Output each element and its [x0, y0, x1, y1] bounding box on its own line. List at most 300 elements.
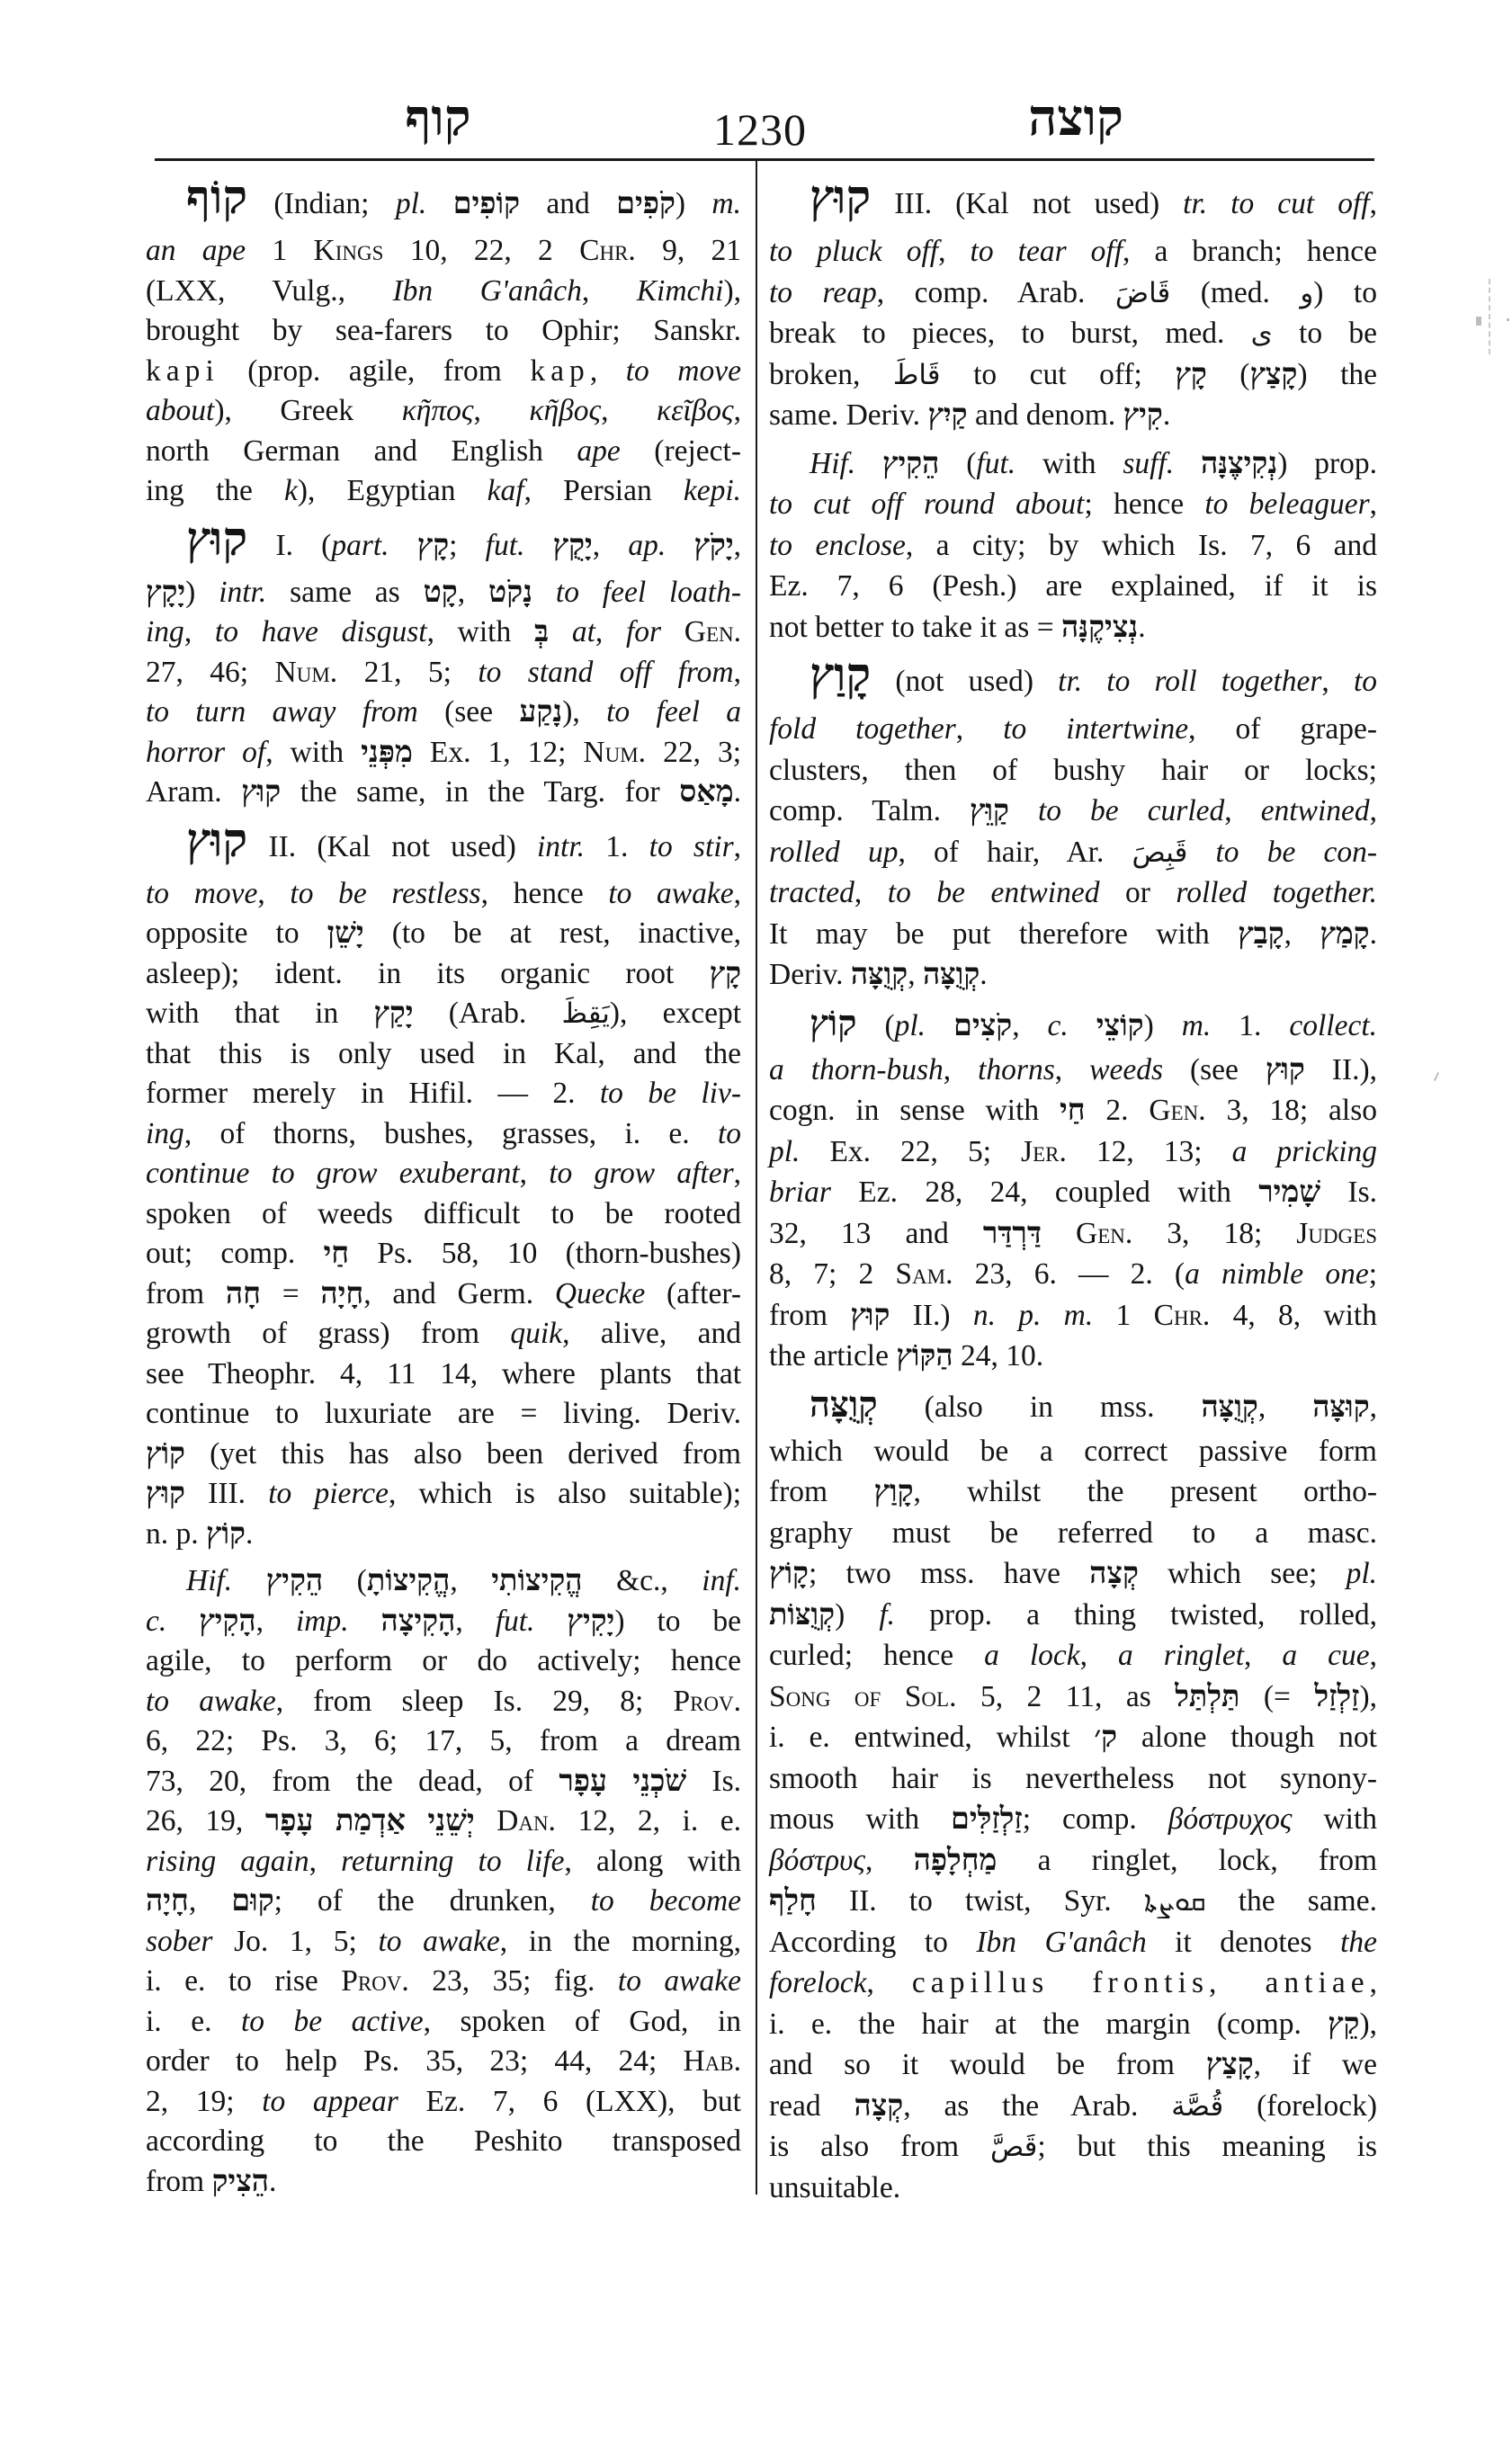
hebrew-word: קוּץ — [146, 1477, 185, 1510]
text-line: clusters, then of bushy hair or locks; — [769, 753, 1377, 787]
text-line: comp. Talm. קַוֵּץ to be curled, entwined, — [769, 794, 1378, 827]
italic-text: to enclose — [769, 528, 906, 562]
text-line: n. p. קוֹץ. — [146, 1516, 254, 1551]
text-line: rising again, returning to life, along with — [146, 1844, 742, 1878]
italic-text: Quecke — [554, 1276, 646, 1310]
hebrew-word: קָצַץ — [1249, 357, 1298, 391]
text-line: horror of, with מִפְּנֵי Ex. 1, 12; Num. 22, 3; — [146, 735, 741, 769]
text-line: It may be put therefore with קָבַץ, קָמַץ. — [769, 917, 1377, 951]
italic-text: returning to life — [341, 1844, 565, 1878]
letterspaced-text: kap — [530, 353, 590, 388]
small-caps-reference: Hab. — [683, 2044, 741, 2078]
italic-text: to move — [146, 876, 258, 910]
text-line: curled; hence a lock, a ringlet, a cue, — [769, 1639, 1378, 1672]
text-line: same. Deriv. קַיִץ and denom. קִיץ. — [769, 398, 1171, 432]
text-line: spoken of weeds difficult to be rooted — [146, 1196, 741, 1230]
hebrew-word: הַקּוֹץ — [896, 1339, 953, 1373]
text-line: ing the k), Egyptian kaf, Persian kepi. — [146, 474, 741, 507]
left-guide-word-text: קוף — [405, 91, 471, 147]
italic-text: rolled up — [769, 835, 899, 869]
text-line: to enclose, a city; by which Is. 7, 6 and — [769, 528, 1377, 562]
text-line: According to Ibn G'anâch it denotes the — [769, 1925, 1377, 1959]
hebrew-word: קָמַץ — [1320, 917, 1370, 951]
left-column — [146, 173, 742, 2202]
headword: קוּץ — [810, 173, 872, 224]
hebrew-word: קוּץ — [241, 775, 282, 809]
paragraph-hifil-quts-ii — [146, 1561, 741, 2202]
hebrew-word: מִפְּנֵי — [361, 735, 413, 769]
italic-text: to move — [625, 353, 741, 388]
header-rule — [155, 158, 1374, 161]
text-line: to move, to be restless, hence to awake, — [146, 876, 741, 910]
small-caps-reference: Prov. — [673, 1684, 742, 1718]
hebrew-word: קָבַץ — [1238, 917, 1284, 951]
italic-text: quik — [510, 1317, 563, 1350]
entry-qavats — [769, 650, 1378, 996]
entry-quts-i — [146, 514, 742, 813]
text-line: to cut off round about; hence to beleaguer, — [769, 487, 1378, 521]
hebrew-word: יָקַץ — [373, 997, 414, 1030]
arabic-word: قَاطَ — [892, 358, 941, 391]
text-line: βόστρυς, מַחְלָפָה a ringlet, lock, from — [769, 1843, 1377, 1877]
text-line: rolled up, of hair, Ar. قَبِصَ to be con- — [769, 835, 1378, 869]
hebrew-word: קוֹץ — [206, 1516, 246, 1551]
hebrew-word: מַחְלָפָה — [913, 1843, 998, 1877]
text-line: to awake, from sleep Is. 29, 8; Prov. — [146, 1684, 742, 1718]
hebrew-word: קוֹפִים — [452, 187, 521, 220]
small-caps-reference: Num. — [274, 655, 338, 689]
small-caps-reference: Jer. — [1021, 1134, 1067, 1168]
text-line: former merely in Hifil. — 2. to be liv- — [146, 1077, 741, 1110]
text-line: 8, 7; 2 Sam. 23, 6. — 2. (a nimble one; — [769, 1257, 1378, 1291]
text-line: growth of grass) from quik, alive, and — [146, 1317, 741, 1350]
text-line: that this is only used in Kal, and the — [146, 1036, 741, 1070]
small-caps-reference: Gen. — [1149, 1094, 1206, 1127]
entry-first-line-text: I. (part. קָץ; fut. יָקֻץ, ap. יָקֹץ, — [247, 528, 741, 562]
entry-first-line-text: (not used) tr. to roll together, to — [871, 665, 1377, 698]
paragraph-hifil-quts-iii — [769, 443, 1377, 648]
text-line: mous with זַלְזַלִּים; comp. βόστρυχος with — [769, 1802, 1378, 1836]
hebrew-word: מָאַס — [679, 775, 734, 809]
hebrew-word: ק׳ — [1094, 1721, 1118, 1754]
entry-first-line — [769, 1384, 1377, 1431]
entry-first-line-text: (pl. קֹצִים, c. קוֹצֵי) m. 1. collect. — [856, 1008, 1378, 1042]
italic-text: Kimchi — [636, 273, 724, 308]
italic-text: to — [1353, 665, 1377, 698]
text-line: which would be a correct passive form — [769, 1434, 1377, 1468]
italic-text: at — [571, 615, 595, 648]
arabic-word: قُصَّة — [1171, 2089, 1224, 2123]
hebrew-word: קָוֹץ — [769, 1557, 809, 1590]
text-line: c. הָקִיץ, imp. הָקִיצָה, fut. יָקִיץ) to be — [146, 1604, 742, 1638]
hebrew-word: יְשֵׁנֵי אַדְמַת עָפָר — [264, 1804, 475, 1838]
text-line: briar Ez. 28, 24, coupled with שָׁמִיר Is. — [769, 1176, 1377, 1209]
small-caps-reference: Sam. — [895, 1257, 953, 1291]
italic-text: a thorn-bush — [769, 1052, 944, 1086]
arabic-word: قَصَّ — [989, 2131, 1038, 2163]
right-column — [769, 173, 1378, 2208]
entry-quts-ii — [146, 815, 742, 1555]
italic-text: κῆπος — [401, 394, 474, 427]
text-line: forelock, capillus frontis, antiae, — [769, 1966, 1377, 1999]
hebrew-word: קוּם — [231, 1884, 274, 1918]
hebrew-word: קוּצָּה — [1312, 1390, 1370, 1424]
italic-text: to stand off from — [478, 655, 734, 689]
text-line: i. e. to rise Prov. 23, 35; fig. to awake — [146, 1964, 742, 1998]
italic-text: kepi. — [683, 474, 741, 507]
italic-text: to awake — [608, 876, 734, 910]
letterspaced-text: capillus frontis, antiae — [911, 1966, 1370, 1999]
italic-text: to have disgust — [214, 615, 427, 648]
text-line: i. e. entwined, whilst ק׳ alone though not — [769, 1721, 1377, 1754]
arabic-word: قَاضَ — [1114, 276, 1171, 309]
hebrew-word: קָט — [423, 575, 458, 609]
hebrew-word: יָקִיץ — [567, 1604, 615, 1638]
italic-text: fut. — [485, 528, 525, 562]
entry-first-line-text: III. (Kal not used) tr. to cut off, — [871, 187, 1377, 220]
entry-first-line-text: (Indian; pl. קוֹפִים and קֹפִים) m. — [247, 187, 741, 220]
italic-text: Hif. — [186, 1564, 233, 1597]
italic-text: tracted — [769, 876, 854, 909]
italic-text: to appear — [262, 2084, 398, 2118]
hebrew-word: חַי — [1059, 1094, 1086, 1127]
text-line: the article הַקּוֹץ 24, 10. — [769, 1339, 1044, 1373]
hebrew-word: קַוֵּץ — [969, 794, 1009, 827]
text-line: 27, 46; Num. 21, 5; to stand off from, — [146, 655, 741, 689]
italic-text: to become — [590, 1884, 742, 1918]
italic-text: to reap — [769, 275, 877, 309]
italic-text: a lock — [984, 1639, 1080, 1672]
italic-text: intr. — [536, 829, 586, 863]
headword: קָוַץ — [810, 650, 872, 702]
text-line: from חָה = חָיָה, and Germ. Quecke (after- — [146, 1276, 741, 1310]
text-line: pl. Ex. 22, 5; Jer. 12, 13; a pricking — [769, 1134, 1378, 1168]
arabic-word: و — [1300, 276, 1314, 309]
hebrew-word: נְצִיקֶנָּה — [1060, 610, 1139, 644]
text-line: 2, 19; to appear Ez. 7, 6 (LXX), but — [146, 2084, 741, 2118]
italic-text: pl. — [894, 1008, 926, 1042]
page-number: 1230 — [713, 104, 807, 155]
italic-text: to awake — [617, 1964, 742, 1998]
italic-text: for — [625, 615, 662, 648]
right-guide-word — [995, 91, 1157, 147]
italic-text: imp. — [295, 1604, 349, 1638]
hebrew-word: יָקֹץ — [693, 528, 734, 562]
text-line: an ape 1 Kings 10, 22, 2 Chr. 9, 21 — [146, 234, 742, 267]
hebrew-word: קְצָה — [854, 2088, 904, 2123]
hebrew-word: קֹצִים — [953, 1008, 1013, 1042]
italic-text: forelock — [769, 1966, 867, 1999]
hebrew-word: חָה — [225, 1276, 261, 1310]
text-line: 6, 22; Ps. 3, 6; 17, 5, from a dream — [146, 1724, 741, 1757]
italic-text: the — [1340, 1925, 1377, 1959]
italic-text: sober — [146, 1924, 213, 1958]
small-caps-reference: Chr. — [579, 234, 636, 267]
italic-text: to grow after — [549, 1157, 734, 1190]
scan-artifact — [1476, 317, 1481, 326]
italic-text: weeds — [1089, 1052, 1163, 1086]
italic-text: κῆβος — [529, 394, 602, 427]
italic-text: fold together — [769, 712, 956, 746]
italic-text: ing — [146, 1116, 184, 1150]
small-caps-reference: Dan. — [497, 1804, 556, 1838]
hebrew-word: קָץ — [416, 528, 450, 562]
hebrew-word: חָלַף — [769, 1884, 817, 1918]
italic-text: a nimble one — [1185, 1257, 1369, 1291]
text-line: Hif. הֵקִיץ (הֱקִיצוֹתָ, הֱקִיצוֹתִי &c., inf. — [186, 1564, 742, 1597]
hebrew-word: שָׁמִיר — [1258, 1176, 1321, 1209]
hebrew-word: יָשֵׁן — [327, 917, 364, 950]
letterspaced-text: kapi — [146, 353, 219, 388]
italic-text: Hif. — [810, 446, 856, 480]
text-line: north German and English ape (reject- — [146, 434, 741, 468]
italic-text: c. — [146, 1604, 167, 1638]
text-line: sober Jo. 1, 5; to awake, in the morning, — [146, 1924, 742, 1958]
text-line: Hif. הֵקִיץ (fut. with suff. נְקִיצֶנָּה) prop. — [810, 446, 1378, 480]
italic-text: to be curled — [1037, 794, 1225, 827]
hebrew-word: נָקֹט — [488, 575, 533, 609]
text-line: not better to take it as = נְצִיקֶנָּה. — [769, 610, 1146, 644]
italic-text: to pluck off — [769, 235, 939, 268]
text-line: tracted, to be entwined or rolled together. — [769, 876, 1378, 909]
hebrew-word: בְּ — [533, 615, 550, 648]
italic-text: tr. to cut off — [1183, 187, 1370, 220]
text-line: from קוּץ II.) n. p. m. 1 Chr. 4, 8, with — [769, 1298, 1377, 1332]
text-line: i. e. the hair at the margin (comp. קֵץ), — [769, 2007, 1377, 2041]
entry-first-line — [146, 514, 741, 573]
text-line: continue to luxuriate are = living. Deriv. — [146, 1397, 741, 1430]
italic-text: to feel a — [606, 695, 741, 729]
hebrew-word: זַלְזַל — [1314, 1679, 1360, 1713]
italic-text: rising again — [146, 1844, 309, 1878]
text-line: smooth hair is nevertheless not synony- — [769, 1761, 1377, 1795]
italic-text: ape — [577, 434, 621, 468]
hebrew-word: חָיָה — [146, 1884, 189, 1918]
italic-text: pl. — [1346, 1557, 1377, 1590]
hebrew-word: שֹׁכְנֵי עָפָר — [559, 1764, 687, 1798]
text-line: i. e. to be active, spoken of God, in — [146, 2004, 741, 2038]
text-line: continue to grow exuberant, to grow after, — [146, 1157, 742, 1190]
hebrew-word: קִיץ — [1123, 398, 1163, 432]
text-line: 32, 13 and דַּרְדַּר Gen. 3, 18; Judges — [769, 1216, 1377, 1250]
hebrew-word: הָקִיצָה — [380, 1604, 456, 1638]
column-divider — [756, 160, 757, 2195]
entry-first-line — [769, 1003, 1377, 1050]
text-line: cogn. in sense with חַי 2. Gen. 3, 18; also — [769, 1094, 1377, 1127]
text-line: out; comp. חַי Ps. 58, 10 (thorn-bushes) — [146, 1237, 741, 1270]
text-line: (LXX, Vulg., Ibn G'anâch, Kimchi), — [146, 273, 741, 308]
italic-text: thorns — [978, 1052, 1055, 1086]
text-line: to pluck off, to tear off, a branch; hence — [769, 235, 1378, 268]
scan-artifact — [1507, 318, 1509, 321]
text-line: see Theophr. 4, 11 14, where plants that — [146, 1356, 741, 1390]
hebrew-word: חָיָה — [320, 1276, 364, 1310]
italic-text: fut. — [495, 1604, 535, 1638]
italic-text: to stir — [649, 829, 734, 863]
scan-artifact — [1434, 1072, 1439, 1081]
text-line: ing, of thorns, bushes, grasses, i. e. to — [146, 1116, 741, 1150]
italic-text: to be restless — [290, 876, 481, 910]
hebrew-word: קוּץ — [1265, 1052, 1305, 1086]
small-caps-reference: Judges — [1296, 1216, 1377, 1250]
italic-text: rolled together. — [1176, 876, 1378, 909]
text-line: a thorn-bush, thorns, weeds (see קוּץ II.), — [769, 1052, 1378, 1086]
entry-quts-iii — [769, 173, 1378, 436]
hebrew-word: דַּרְדַּר — [982, 1216, 1042, 1250]
italic-text: inf. — [702, 1564, 742, 1597]
text-line: is also from قَصَّ; but this meaning is — [769, 2130, 1377, 2163]
text-line: קוֹץ (yet this has also been derived from — [146, 1436, 741, 1471]
text-line: Ez. 7, 6 (Pesh.) are explained, if it is — [769, 569, 1377, 603]
entry-first-line-text: II. (Kal not used) intr. 1. to stir, — [247, 829, 741, 863]
hebrew-word: יָקֻץ — [552, 528, 593, 562]
hebrew-word: קוֹצֵי — [1096, 1008, 1144, 1042]
arabic-word: ى — [1250, 317, 1273, 350]
text-line: opposite to יָשֵׁן (to be at rest, inactive, — [146, 917, 741, 950]
entry-first-line — [769, 650, 1377, 709]
hebrew-word: חַי — [323, 1237, 350, 1270]
small-caps-reference: Prov. — [341, 1964, 409, 1998]
italic-text: suff. — [1123, 446, 1175, 480]
entry-qoph — [146, 173, 742, 512]
italic-text: ing — [146, 615, 184, 648]
text-line: קָוֹץ; two mss. have קְצָה which see; pl. — [769, 1557, 1377, 1590]
small-caps-reference: Gen. — [1076, 1216, 1133, 1250]
text-line: Deriv. קְוֻצָּה, קְוֻצָּה. — [769, 958, 988, 991]
italic-text: Ibn G'anâch — [976, 1925, 1147, 1959]
hebrew-word: הֱקִיצוֹתִי — [491, 1564, 583, 1597]
text-line: חָיָה, קוּם; of the drunken, to become — [146, 1884, 742, 1918]
entry-first-line — [146, 173, 741, 231]
italic-text: to be entwined — [887, 876, 1100, 909]
text-line: from הֵצִיק. — [146, 2164, 277, 2198]
hebrew-word: תַּלְתַּל — [1175, 1679, 1240, 1713]
text-line: read קְצָה, as the Arab. قُصَّة (forelock) — [769, 2088, 1377, 2123]
hebrew-word: קַיִץ — [927, 398, 968, 432]
italic-text: to beleaguer — [1204, 487, 1370, 521]
hebrew-word: קָץ — [709, 956, 741, 990]
italic-text: intr. — [219, 575, 267, 609]
hebrew-word: הֵצִיק — [211, 2164, 270, 2198]
hebrew-word: קוֹץ — [146, 1436, 185, 1471]
text-line: broken, قَاطَ to cut off; קָץ (קָצַץ) the — [769, 357, 1377, 391]
text-line: 73, 20, from the dead, of שֹׁכְנֵי עָפָר Is. — [146, 1764, 741, 1798]
text-line: and so it would be from קָצַץ, if we — [769, 2048, 1377, 2081]
hebrew-word: קְוֻצּוֹת — [769, 1597, 836, 1632]
italic-text: to — [717, 1116, 741, 1150]
italic-text: part. — [331, 528, 389, 562]
headword: קוֹף — [186, 173, 248, 224]
italic-text: k — [284, 474, 298, 507]
headword: קְוֻצָּה — [810, 1383, 878, 1425]
hebrew-word: קָץ — [1175, 357, 1207, 391]
small-caps-reference: Chr. — [1153, 1298, 1211, 1332]
italic-text: briar — [769, 1176, 831, 1209]
small-caps-reference: Song of Sol. — [769, 1679, 957, 1713]
italic-text: m. — [711, 187, 741, 220]
hebrew-word: קֵץ — [1328, 2007, 1360, 2041]
text-line: חָלַף II. to twist, Syr. ܩܘܨܬܐ the same. — [769, 1884, 1377, 1918]
small-caps-reference: Num. — [583, 735, 647, 769]
italic-text: tr. to roll together — [1058, 665, 1322, 698]
hebrew-word: נָקַע — [519, 695, 563, 729]
hebrew-word: קְצָה — [1089, 1557, 1139, 1590]
small-caps-reference: Kings — [313, 234, 384, 267]
italic-text: horror of — [146, 735, 266, 769]
italic-text: to awake — [146, 1684, 276, 1718]
italic-text: to be liv- — [599, 1077, 741, 1110]
entry-qots — [769, 1003, 1377, 1377]
text-line: break to pieces, to burst, med. ى to be — [769, 317, 1377, 350]
text-line: ing, to have disgust, with בְּ at, for Gen. — [146, 615, 742, 648]
text-line: Song of Sol. 5, 2 11, as תַּלְתַּל (= זַלְזַל), — [769, 1679, 1377, 1713]
italic-text: n. p. m. — [972, 1298, 1094, 1332]
italic-text: to be con- — [1215, 835, 1378, 869]
italic-text: to cut off round about — [769, 487, 1085, 521]
italic-text: to be active — [240, 2004, 424, 2038]
italic-text: pl. — [769, 1134, 801, 1168]
italic-text: to awake — [378, 1924, 500, 1958]
italic-text: about — [146, 394, 215, 427]
right-guide-word-text: קוצה — [1028, 91, 1123, 147]
italic-text: to feel loath- — [555, 575, 742, 609]
italic-text: entwined — [1260, 794, 1370, 827]
text-line: Aram. קוּץ the same, in the Targ. for מָאַס. — [146, 775, 741, 809]
text-line: according to the Peshito transposed — [146, 2124, 741, 2158]
hebrew-word: קָוַץ — [873, 1475, 914, 1508]
headword: קוּץ — [186, 514, 248, 566]
text-line: יָקָץ) intr. same as קָט, נָקֹט to feel loath- — [146, 575, 742, 609]
scan-artifact — [1489, 279, 1490, 354]
hebrew-word: נְקִיצֶנָּה — [1200, 446, 1278, 480]
italic-text: fut. — [976, 446, 1016, 480]
italic-text: to pierce — [268, 1477, 389, 1510]
headword: קוֹץ — [810, 1002, 857, 1043]
text-line: to reap, comp. Arab. قَاضَ (med. و) to — [769, 275, 1377, 309]
italic-text: c. — [1047, 1008, 1069, 1042]
italic-text: continue to grow exuberant — [146, 1157, 520, 1190]
italic-text: pl. — [395, 187, 427, 220]
hebrew-word: הָקִיץ — [199, 1604, 256, 1638]
italic-text: f. — [879, 1597, 896, 1632]
italic-text: collect. — [1289, 1008, 1378, 1042]
text-line: asleep); ident. in its organic root קָץ — [146, 956, 741, 990]
hebrew-word: קְוֻצָּה — [1201, 1390, 1258, 1424]
hebrew-word: קְוֻצָּה — [922, 958, 980, 991]
text-line: קְוֻצּוֹת) f. prop. a thing twisted, rolled, — [769, 1597, 1377, 1632]
text-line: kapi (prop. agile, from kap, to move — [146, 353, 741, 388]
italic-text: m. — [1181, 1008, 1212, 1042]
text-line: about), Greek κῆπος, κῆβος, κεῖβος, — [146, 394, 741, 427]
hebrew-word: הֵקִיץ — [265, 1564, 324, 1597]
text-line: 26, 19, יְשֵׁנֵי אַדְמַת עָפָר Dan. 12, 2, i. e. — [146, 1804, 741, 1838]
hebrew-word: יָקָץ — [146, 575, 186, 609]
hebrew-word: קוּץ — [850, 1298, 890, 1332]
hebrew-word: הֱקִיצוֹתָ — [366, 1564, 451, 1597]
small-caps-reference: Gen. — [684, 615, 742, 648]
italic-text: a ringlet — [1117, 1639, 1245, 1672]
italic-text: ap. — [628, 528, 667, 562]
text-line: graphy must be referred to a masc. — [769, 1516, 1377, 1550]
entry-first-line-text: (also in mss. קְוֻצָּה, קוּצָּה, — [877, 1390, 1377, 1424]
text-line: קוּץ III. to pierce, which is also suitable); — [146, 1477, 742, 1510]
italic-text: an ape — [146, 234, 246, 267]
text-line: brought by sea-farers to Ophir; Sanskr. — [146, 314, 741, 347]
italic-text: a pricking — [1231, 1134, 1378, 1168]
text-line: from קָוַץ, whilst the present ortho- — [769, 1475, 1377, 1508]
entry-first-line — [769, 173, 1377, 231]
text-line: fold together, to intertwine, of grape- — [769, 712, 1377, 746]
